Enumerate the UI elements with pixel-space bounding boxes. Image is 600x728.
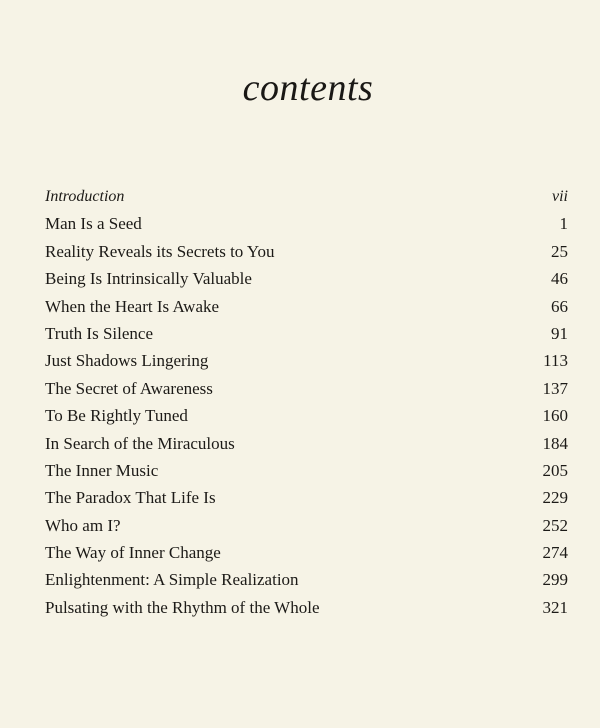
toc-entry-title: The Way of Inner Change <box>45 543 221 563</box>
toc-entry <box>45 512 568 539</box>
toc-entry-page: 113 <box>543 351 568 371</box>
toc-entry <box>45 566 568 593</box>
toc-entry <box>45 238 568 265</box>
toc-entry-page: 321 <box>542 597 568 617</box>
toc-entry-title: Pulsating with the Rhythm of the Whole <box>45 597 320 617</box>
toc-entry-page: 137 <box>542 378 568 398</box>
toc-entry-title: Reality Reveals its Secrets to You <box>45 241 275 261</box>
toc-entry-title: Who am I? <box>45 515 121 535</box>
toc-entry-introduction <box>45 183 568 210</box>
toc-entry <box>45 484 568 511</box>
toc-entry <box>45 293 568 320</box>
toc-entry-page: 25 <box>551 241 568 261</box>
page-title: contents <box>242 67 374 109</box>
toc-entry-page: 205 <box>542 460 568 480</box>
toc-entry-page: 160 <box>542 406 568 426</box>
toc-entry-page: vii <box>552 188 568 205</box>
toc-entry-page: 252 <box>542 515 568 535</box>
toc-entry-page: 274 <box>542 543 568 563</box>
toc-entry-page: 229 <box>542 488 568 508</box>
toc-entry-page: 184 <box>542 433 568 453</box>
toc-entry <box>45 210 568 237</box>
toc-entry-title: When the Heart Is Awake <box>45 296 220 316</box>
toc-entry-title: Man Is a Seed <box>45 214 142 234</box>
toc-entry-title: The Secret of Awareness <box>45 378 213 398</box>
toc-entry <box>45 347 568 374</box>
toc-entry <box>45 594 568 621</box>
toc-entry-title: The Paradox That Life Is <box>45 488 216 508</box>
toc-entry-page: 91 <box>551 323 568 343</box>
toc-entry-page: 46 <box>551 269 568 289</box>
toc-entry <box>45 539 568 566</box>
toc-entry-page: 299 <box>542 570 568 590</box>
toc-entry <box>45 320 568 347</box>
toc-entry <box>45 430 568 457</box>
toc-entry-title: Enlightenment: A Simple Realization <box>45 570 299 590</box>
toc-entry-title: In Search of the Miraculous <box>45 433 235 453</box>
toc-entry <box>45 265 568 292</box>
table-of-contents <box>45 183 568 621</box>
toc-entry <box>45 402 568 429</box>
toc-entry-title: Introduction <box>45 188 125 205</box>
toc-entry-page: 66 <box>551 296 568 316</box>
toc-entry-title: Just Shadows Lingering <box>45 351 209 371</box>
toc-entry-title: Being Is Intrinsically Valuable <box>45 269 252 289</box>
toc-entry-page: 1 <box>559 214 568 234</box>
toc-entry <box>45 457 568 484</box>
toc-entry-title: To Be Rightly Tuned <box>45 406 188 426</box>
toc-entry-title: The Inner Music <box>45 460 159 480</box>
toc-entry <box>45 375 568 402</box>
toc-entry-title: Truth Is Silence <box>45 323 153 343</box>
